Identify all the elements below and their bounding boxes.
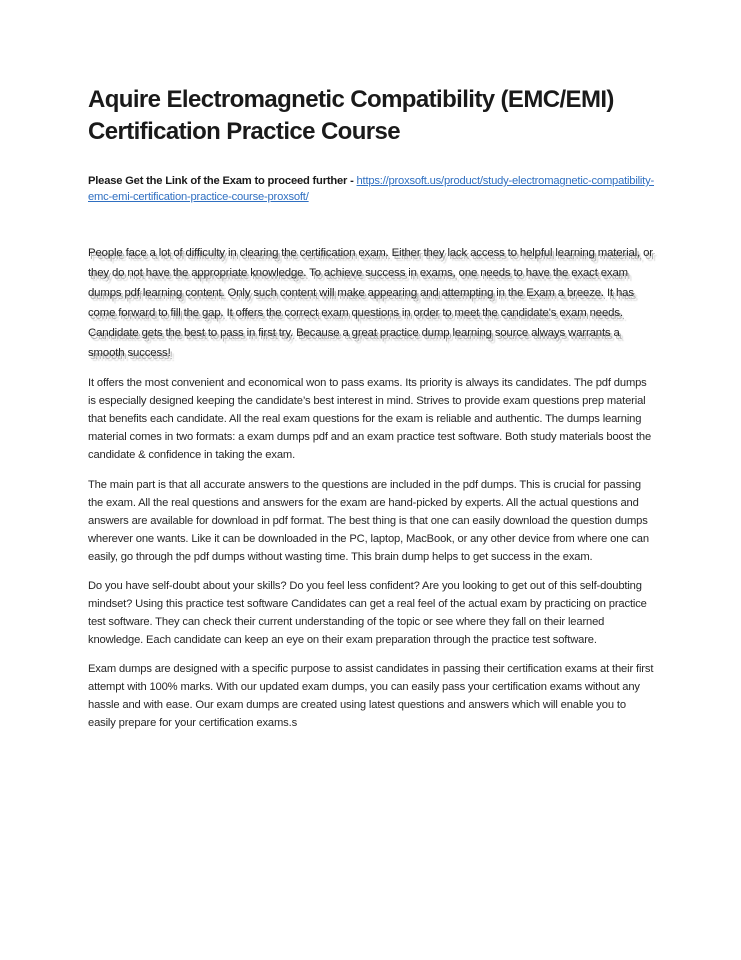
- exam-link-paragraph: [88, 173, 656, 205]
- exam-link[interactable]: https://proxsoft.us/product/study-electromagnetic-compatibility-emc-emi-certification-practice-course-proxsoft/: [88, 175, 655, 203]
- page-title: Aquire Electromagnetic Compatibility (EMC/EMI) Certification Practice Course: [88, 86, 614, 145]
- body-paragraph-3: Do you have self-doubt about your skills? Do you feel less confident? Are you looking to get out of this self-doubting mindset? Using this practice test software Candidates can get a real feel of the actual exam by practicing on practice test software. They can check their current understanding of the topic or see where they fall on their learned knowledge. Each candidate can keep an eye on their exam preparation through the practice test software.: [88, 579, 647, 646]
- body-paragraph-4: Exam dumps are designed with a specific purpose to assist candidates in passing their certification exams at their first attempt with 100% marks. With our updated exam dumps, you can easily pass your certification exams without any hassle and with ease. Our exam dumps are created using latest questions and answers which will enable you to easily prepare for your certification exams.s: [88, 662, 654, 729]
- body-paragraph-2: The main part is that all accurate answers to the questions are included in the pdf dumps. This is crucial for passing the exam. All the real questions and answers for the exam are hand-picked by experts. All the actual questions and answers are available for download in pdf format. The best thing is that one can easily download the question dumps wherever one wants. Like it can be downloaded in the PC, laptop, MacBook, or any other device from where one can easily, go through the pdf dumps without wasting time. This brain dump helps to get success in the exam.: [88, 478, 649, 563]
- body-paragraph-1: It offers the most convenient and economical won to pass exams. Its priority is always its candidates. The pdf dumps is especially designed keeping the candidate’s best interest in mind. Strives to provide exam questions prep material that benefits each candidate. All the real exam questions for the exam is reliable and authentic. The dumps learning material comes in two formats: a exam dumps pdf and an exam practice test software. Both study materials boost the candidate & confidence in taking the exam.: [88, 377, 652, 462]
- document-page: [88, 84, 656, 743]
- link-lead-text: Please Get the Link of the Exam to proceed further -: [88, 175, 357, 187]
- intro-paragraph: People face a lot of difficulty in clearing the certification exam. Either they lack access to helpful learning material, or they do not have the appropriate knowledge. To achieve success in exams, one needs to have the exact exam dumps pdf learning content. Only such content will make appearing and attempting in the Exam a breeze. It has come forward to fill the gap. It offers the correct exam questions in order to meet the candidate's exam needs. Candidate gets the best to pass in first try. Because a great practice dump learning source always warrants a smooth success!: [88, 247, 653, 359]
